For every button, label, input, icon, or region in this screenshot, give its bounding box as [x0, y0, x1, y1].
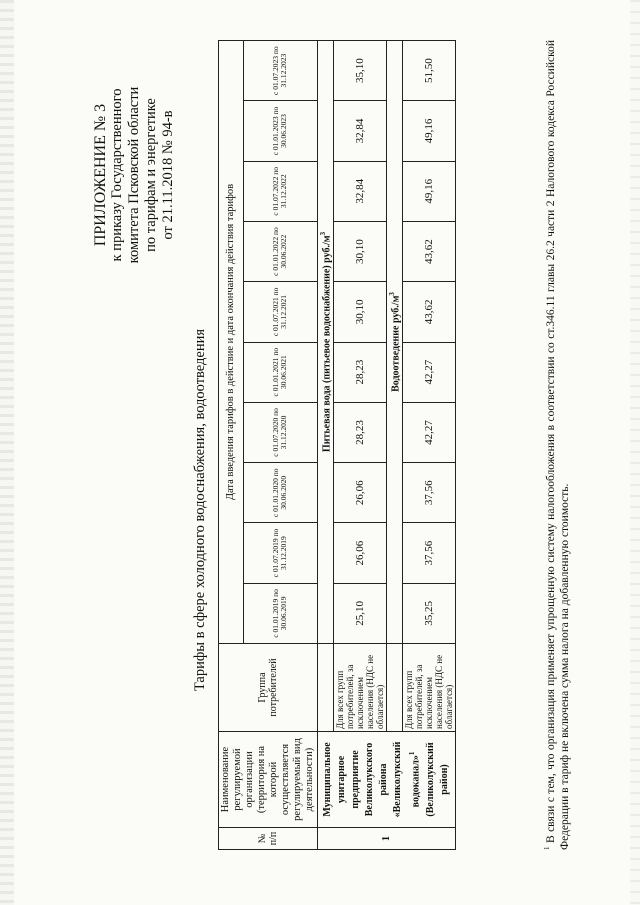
appendix-number: ПРИЛОЖЕНИЕ № 3 — [92, 103, 109, 247]
consumer-group: Для всех групп потребителей, за исключением населения (НДС не облагается) — [403, 644, 456, 732]
consumer-group: Для всех групп потребителей, за исключением населения (НДС не облагается) — [334, 644, 387, 732]
footnote — [540, 40, 572, 850]
tariff-value: 25,10 — [334, 583, 387, 643]
tariff-value: 43,62 — [403, 282, 456, 342]
tariff-value: 51,50 — [403, 41, 456, 101]
period-header: с 01.01.2021 по 30.06.2021 — [243, 342, 317, 402]
table-row-water — [334, 41, 387, 850]
period-header: с 01.07.2019 по 31.12.2019 — [243, 523, 317, 583]
section-row-sewer — [387, 41, 403, 850]
section-row-water — [318, 41, 334, 850]
appendix-order-date: от 21.11.2018 № 94-в — [160, 110, 176, 240]
row-number: 1 — [318, 828, 456, 850]
period-header: с 01.07.2022 по 31.12.2022 — [243, 161, 317, 221]
tariff-value: 43,62 — [403, 221, 456, 281]
period-header: с 01.01.2019 по 30.06.2019 — [243, 583, 317, 643]
tariff-value: 26,06 — [334, 463, 387, 523]
tariff-value: 30,10 — [334, 282, 387, 342]
appendix-line-3: комитета Псковской области — [126, 86, 142, 264]
tariff-value: 35,10 — [334, 41, 387, 101]
period-header: с 01.07.2021 по 31.12.2021 — [243, 282, 317, 342]
period-header: с 01.07.2023 по 31.12.2023 — [243, 41, 317, 101]
footnote-text: В связи с тем, что организация применяет упрощенную систему налогообложения в соответствии со ст.346.11 главы 26.2 части 2 Налогового кодекса Российской Федерации в тариф не включена сумма налога на добавленную стоимость. — [544, 39, 571, 850]
header-date-range: Дата введения тарифов в действие и дата окончания действия тарифов — [219, 41, 244, 644]
appendix-line-4: по тарифам и энергетике — [143, 98, 159, 252]
tariff-table — [218, 40, 456, 850]
appendix-line-2: к приказу Государственного — [109, 88, 125, 262]
tariff-value: 28,23 — [334, 342, 387, 402]
header-number: № п/п — [219, 828, 318, 850]
period-header: с 01.01.2022 по 30.06.2022 — [243, 221, 317, 281]
organization-name-cell — [318, 732, 456, 828]
tariff-value: 28,23 — [334, 402, 387, 462]
header-organization: Наименование регулируемой организации (территория на которой осуществляется регулируемый вид деятельности) — [219, 732, 318, 828]
tariff-value: 37,56 — [403, 463, 456, 523]
organization-name: Муниципальное унитарное предприятие Великолукского района «Великолукский водоканал» — [322, 741, 422, 818]
tariff-value: 49,16 — [403, 101, 456, 161]
tariff-value: 32,84 — [334, 101, 387, 161]
organization-footnote-mark: 1 — [408, 751, 417, 756]
appendix-header — [92, 30, 177, 320]
tariff-value: 37,56 — [403, 523, 456, 583]
document-title: Тарифы в сфере холодного водоснабжения, водоотведения — [192, 328, 208, 692]
tariff-value: 26,06 — [334, 523, 387, 583]
period-header: с 01.01.2020 по 30.06.2020 — [243, 463, 317, 523]
tariff-value: 42,27 — [403, 342, 456, 402]
section-heading-water: Питьевая вода (питьевое водоснабжение) $руб./м^3$ — [318, 41, 334, 644]
tariff-value: 32,84 — [334, 161, 387, 221]
footnote-mark: 1 — [543, 846, 551, 850]
organization-area: (Великолукский район) — [424, 742, 450, 817]
period-header: с 01.01.2023 по 30.06.2023 — [243, 101, 317, 161]
table-row-sewer — [403, 41, 456, 850]
tariff-value: 30,10 — [334, 221, 387, 281]
tariff-value: 35,25 — [403, 583, 456, 643]
header-consumer-group: Группа потребителей — [219, 644, 318, 732]
tariff-value: 42,27 — [403, 402, 456, 462]
period-header: с 01.07.2020 по 31.12.2020 — [243, 402, 317, 462]
section-heading-sewer: Водоотведение $руб./м^3$ — [387, 41, 403, 644]
tariff-value: 49,16 — [403, 161, 456, 221]
